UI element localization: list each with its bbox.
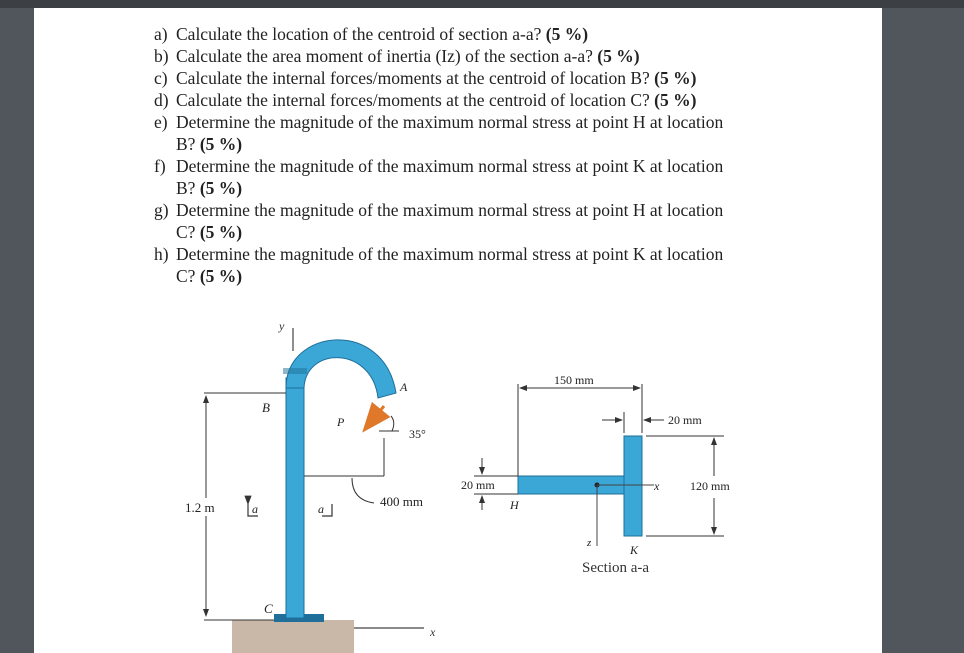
question-label: a) (154, 24, 168, 44)
question-text: Calculate the area moment of inertia (Iz) of the section a-a? (176, 46, 593, 66)
question-text: Determine the magnitude of the maximum normal stress at point H at location (176, 200, 724, 220)
question-label: b) (154, 46, 169, 66)
question-label: f) (154, 156, 166, 176)
question-text: Calculate the internal forces/moments at the centroid of location B? (176, 68, 650, 88)
question-points: (5 %) (199, 222, 243, 242)
force-p-arrow (366, 406, 384, 428)
section-caption: Section a-a (582, 560, 650, 576)
dim-20left-label: 20 mm (461, 478, 495, 492)
question-text-line2: B? (176, 178, 196, 198)
question-points: (5 %) (654, 90, 697, 110)
dim-120-label: 120 mm (690, 479, 730, 493)
section-label-right: a (318, 502, 324, 516)
question-label: d) (154, 90, 169, 110)
question-text: Calculate the location of the centroid of section a-a? (176, 24, 542, 44)
angle-arc (391, 416, 394, 431)
label-a: A (400, 380, 408, 394)
question-text-line2: C? (176, 222, 196, 242)
question-text-line2: B? (176, 134, 196, 154)
question-text: Determine the magnitude of the maximum normal stress at point K at location (176, 244, 724, 264)
y-axis-label: y (279, 319, 285, 333)
question-points: (5 %) (597, 46, 640, 66)
question-text-line2: C? (176, 266, 196, 286)
question-text: Calculate the internal forces/moments at the centroid of location C? (176, 90, 650, 110)
label-p: P (337, 415, 345, 429)
section-z-label: z (587, 537, 592, 549)
section-flange (624, 436, 642, 536)
angle-label: 35° (409, 427, 426, 441)
section-x-label: x (654, 479, 660, 493)
question-label: h) (154, 244, 169, 264)
vertical-member (286, 378, 304, 618)
dim-20top-label: 20 mm (668, 413, 702, 427)
question-label: c) (154, 68, 168, 88)
document-page (34, 8, 882, 653)
ground-base (232, 620, 354, 653)
label-b: B (262, 400, 270, 415)
label-c: C (264, 601, 273, 616)
question-points: (5 %) (199, 178, 243, 198)
dim-150-label: 150 mm (554, 373, 594, 387)
question-text: Determine the magnitude of the maximum normal stress at point H at location (176, 112, 724, 132)
label-k: K (630, 543, 639, 557)
dim-height-label: 1.2 m (185, 500, 215, 515)
question-points: (5 %) (545, 24, 589, 44)
label-h: H (510, 498, 519, 512)
engineering-figure (34, 8, 882, 653)
question-points: (5 %) (199, 266, 243, 286)
section-label-left: a (252, 502, 258, 516)
member-flange (283, 368, 307, 374)
question-text: Determine the magnitude of the maximum normal stress at point K at location (176, 156, 724, 176)
question-points: (5 %) (654, 68, 697, 88)
question-label: e) (154, 112, 168, 132)
question-points: (5 %) (199, 134, 243, 154)
viewer-top-bar (0, 0, 964, 8)
dim-400-label: 400 mm (380, 494, 423, 509)
dim-400-leader (352, 478, 374, 503)
question-label: g) (154, 200, 169, 220)
x-axis-label: x (430, 625, 436, 639)
